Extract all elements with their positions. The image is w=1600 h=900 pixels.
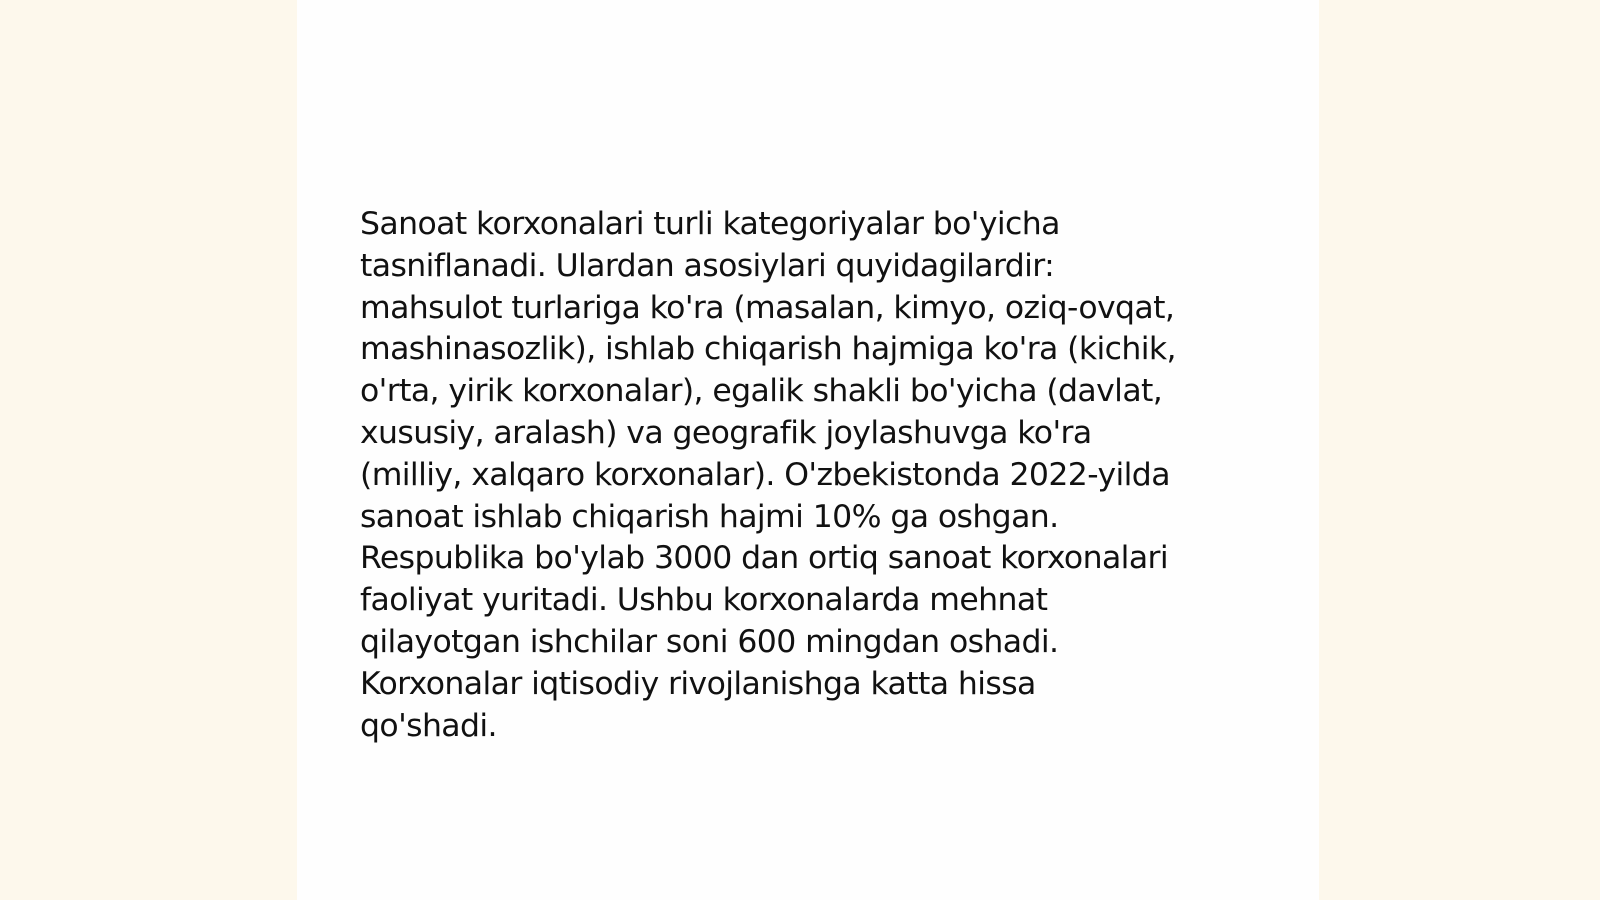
paragraph-line: tasniflanadi. Ulardan asosiylari quyidagilardir:	[360, 247, 1055, 284]
paragraph-line: qo'shadi.	[360, 707, 497, 744]
paragraph-line: o'rta, yirik korxonalar), egalik shakli bo'yicha (davlat,	[360, 373, 1163, 410]
paragraph-line: sanoat ishlab chiqarish hajmi 10% ga oshgan.	[360, 498, 1059, 535]
paragraph-line: faoliyat yuritadi. Ushbu korxonalarda mehnat	[360, 582, 1048, 619]
paragraph-line: mashinasozlik), ishlab chiqarish hajmiga ko'ra (kichik,	[360, 331, 1176, 368]
body-paragraph	[360, 204, 1240, 747]
paragraph-line: (milliy, xalqaro korxonalar). O'zbekistonda 2022-yilda	[360, 456, 1170, 493]
document-page	[297, 0, 1319, 900]
paragraph-line: Sanoat korxonalari turli kategoriyalar bo'yicha	[360, 206, 1060, 242]
paragraph-line: Respublika bo'ylab 3000 dan ortiq sanoat korxonalari	[360, 540, 1169, 577]
paragraph-line: xususiy, aralash) va geografik joylashuvga ko'ra	[360, 414, 1092, 451]
paragraph-line: qilayotgan ishchilar soni 600 mingdan oshadi.	[360, 623, 1059, 660]
paragraph-line: Korxonalar iqtisodiy rivojlanishga katta hissa	[360, 665, 1036, 702]
paragraph-line: mahsulot turlariga ko'ra (masalan, kimyo, oziq-ovqat,	[360, 289, 1175, 326]
